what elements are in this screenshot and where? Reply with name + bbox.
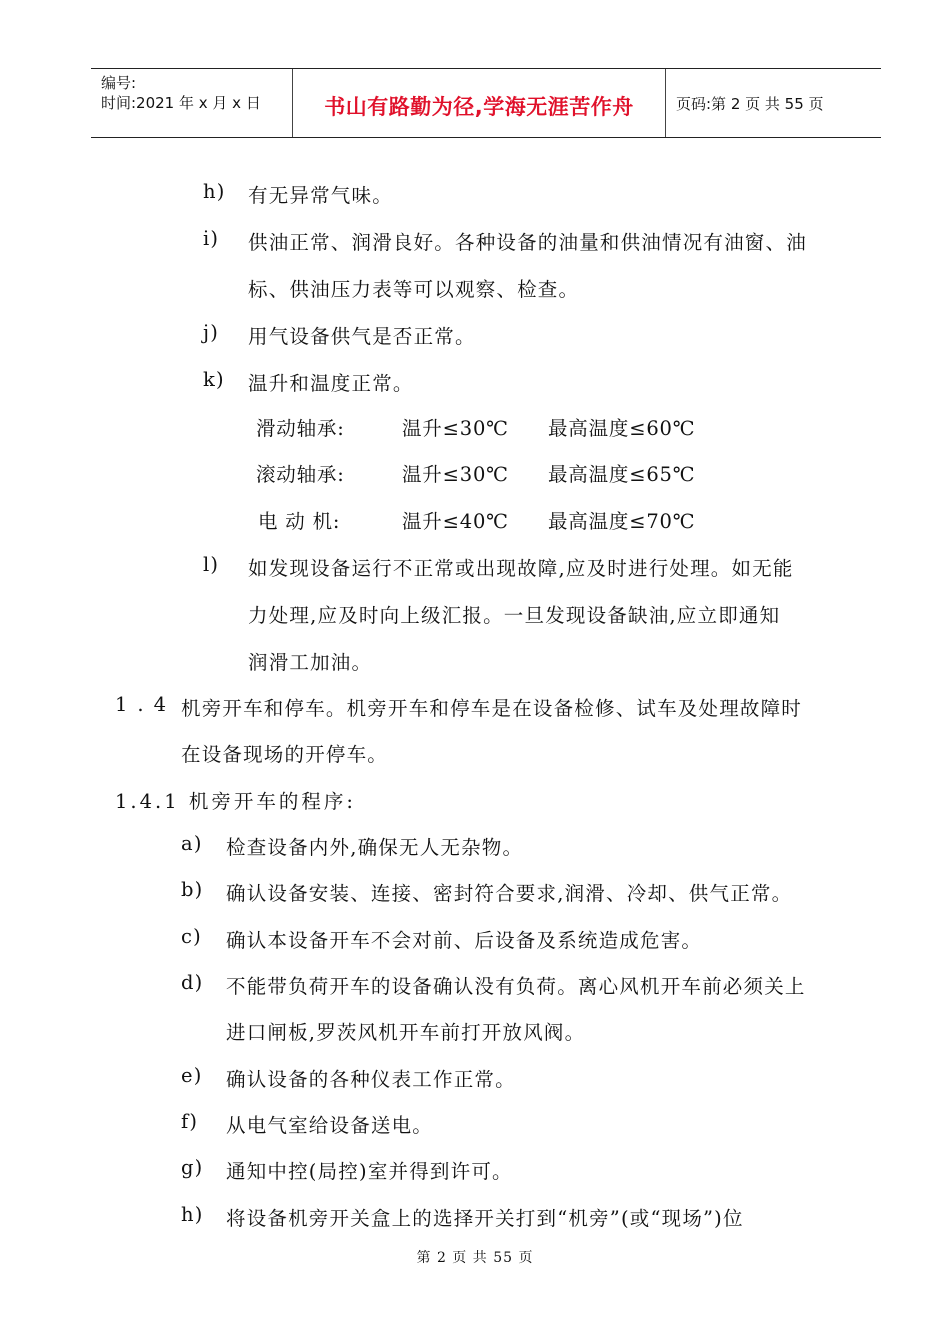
list-item-text: 确认设备安装、连接、密封符合要求,润滑、冷却、供气正常。: [226, 882, 793, 905]
header-motto-cell: [293, 69, 666, 137]
temperature-rise: 温升≤30℃: [402, 417, 509, 440]
list-item-text: 标、供油压力表等可以观察、检查。: [248, 278, 580, 301]
header-motto: 书山有路勤为径,学海无涯苦作舟: [324, 95, 634, 119]
list-item-label: k): [203, 368, 225, 391]
section-text: 机旁开车和停车。机旁开车和停车是在设备检修、试车及处理故障时: [181, 697, 803, 720]
list-item-text: 有无异常气味。: [248, 184, 393, 207]
temperature-rise: 温升≤40℃: [402, 510, 509, 533]
list-item-text: 进口闸板,罗茨风机开车前打开放风阀。: [226, 1021, 586, 1044]
list-item-label: i): [203, 227, 220, 250]
max-temperature: 最高温度≤70℃: [548, 510, 696, 533]
list-item-text: 温升和温度正常。: [248, 372, 414, 395]
list-item-text: 供油正常、润滑良好。各种设备的油量和供油情况有油窗、油: [248, 231, 807, 254]
list-item-label: h): [181, 1203, 204, 1226]
list-item-text: 如发现设备运行不正常或出现故障,应及时进行处理。如无能: [248, 557, 794, 580]
header-page-cell: [666, 69, 881, 137]
max-temperature: 最高温度≤65℃: [548, 463, 696, 486]
list-item-label: c): [181, 925, 202, 948]
list-item-text: 确认本设备开车不会对前、后设备及系统造成危害。: [226, 929, 703, 952]
list-item-label: l): [203, 553, 220, 576]
document-time-label: 时间:2021 年 x 月 x 日: [101, 94, 261, 112]
page-footer: 第 2 页 共 55 页: [416, 1250, 534, 1266]
max-temperature: 最高温度≤60℃: [548, 417, 696, 440]
list-item-label: d): [181, 971, 204, 994]
list-item-label: j): [203, 321, 220, 344]
list-item-text: 润滑工加油。: [248, 651, 373, 674]
bearing-name: 滚动轴承:: [256, 463, 345, 486]
list-item-label: f): [181, 1110, 199, 1133]
page-header: [91, 68, 881, 138]
list-item-text: 通知中控(局控)室并得到许可。: [226, 1160, 513, 1183]
list-item-label: b): [181, 878, 204, 901]
list-item-text: 用气设备供气是否正常。: [248, 325, 476, 348]
list-item-text: 检查设备内外,确保无人无杂物。: [226, 836, 524, 859]
header-meta-cell: [91, 69, 293, 137]
section-text: 在设备现场的开停车。: [181, 743, 389, 766]
list-item-label: e): [181, 1064, 203, 1087]
list-item-text: 力处理,应及时向上级汇报。一旦发现设备缺油,应立即通知: [248, 604, 781, 627]
list-item-label: h): [203, 180, 226, 203]
subsection-title: 1.4.1 机旁开车的程序:: [115, 790, 356, 813]
list-item-text: 不能带负荷开车的设备确认没有负荷。离心风机开车前必须关上: [226, 975, 806, 998]
section-number: 1.4: [115, 693, 177, 716]
list-item-text: 确认设备的各种仪表工作正常。: [226, 1068, 516, 1091]
list-item-label: g): [181, 1156, 204, 1179]
motor-name: 电 动 机:: [258, 510, 341, 533]
list-item-text: 从电气室给设备送电。: [226, 1114, 434, 1137]
document-number-label: 编号:: [101, 74, 137, 92]
bearing-name: 滑动轴承:: [256, 417, 345, 440]
list-item-label: a): [181, 832, 203, 855]
temperature-rise: 温升≤30℃: [402, 463, 509, 486]
header-page-info: 页码:第 2 页 共 55 页: [676, 95, 824, 113]
list-item-text: 将设备机旁开关盒上的选择开关打到“机旁”(或“现场”)位: [226, 1207, 744, 1230]
